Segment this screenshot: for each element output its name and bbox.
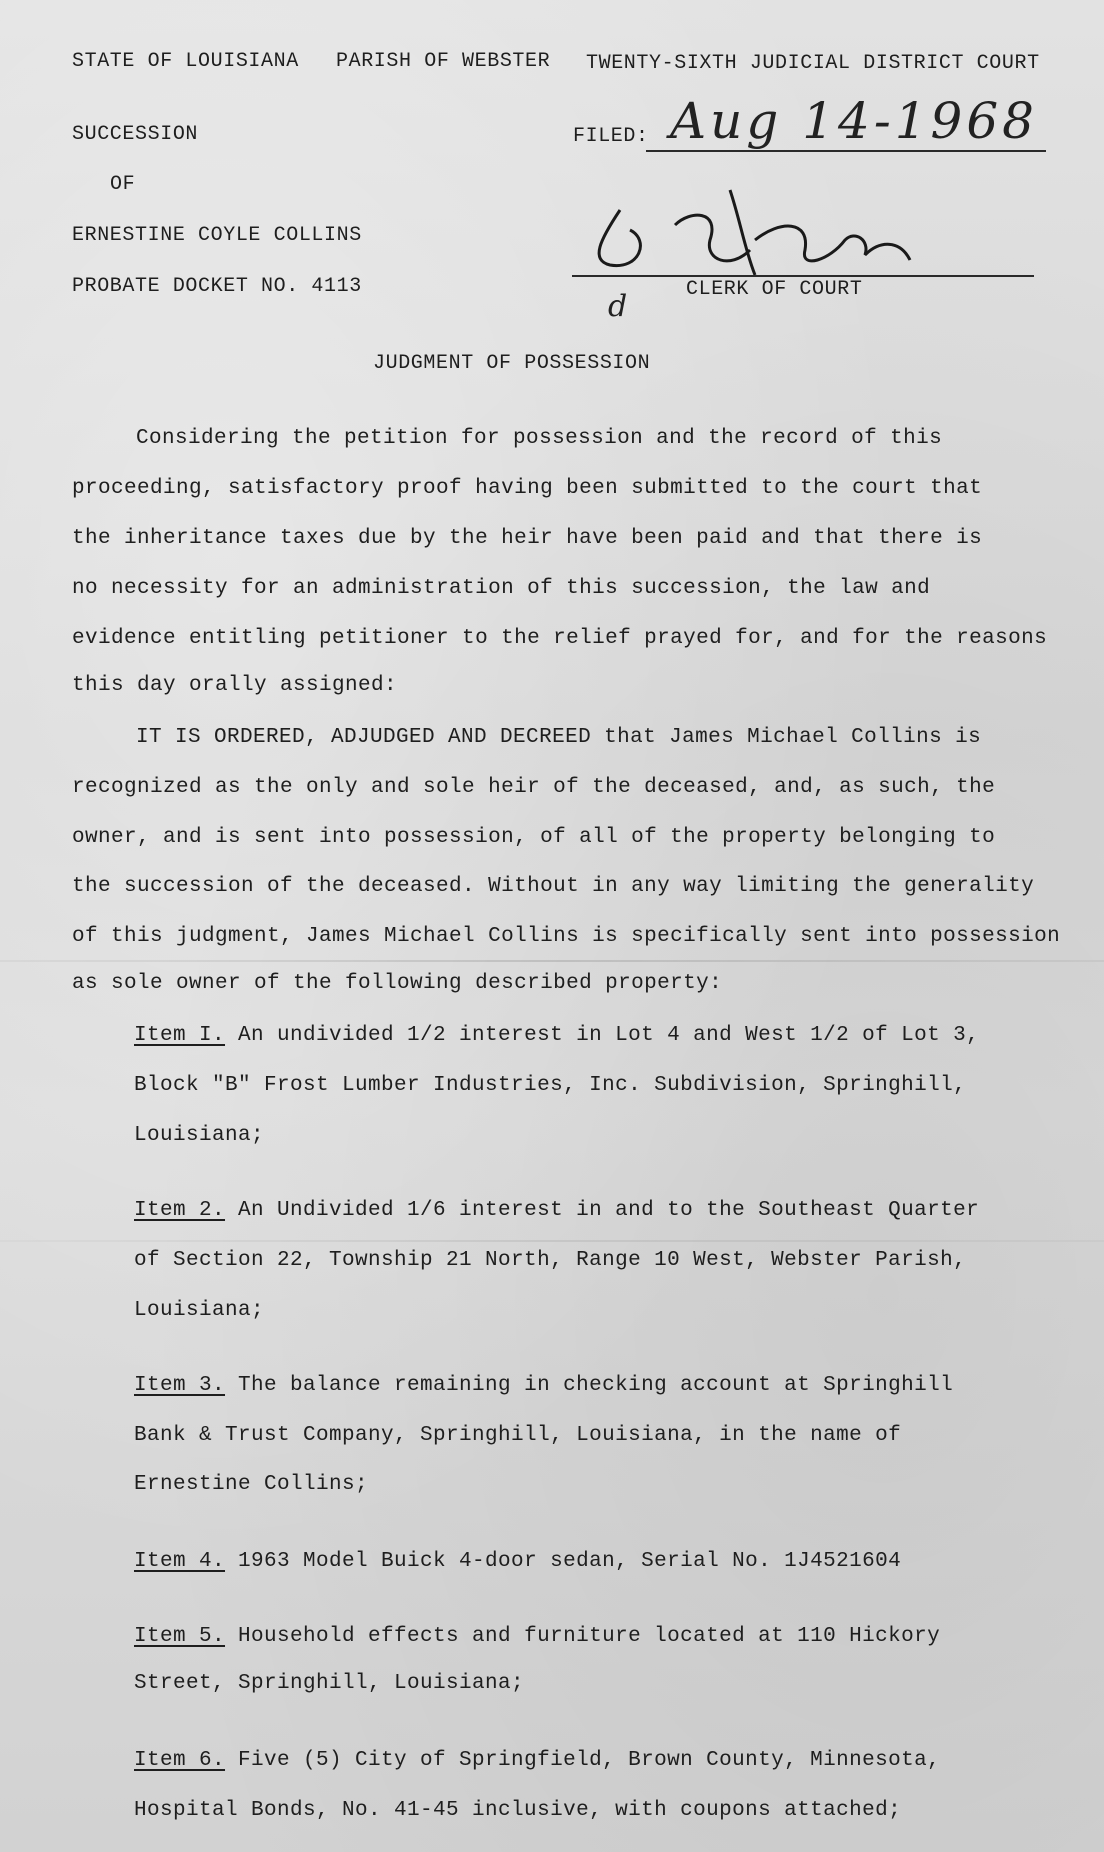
paragraph-line: proceeding, satisfactory proof having been submitted to the court that [72, 477, 983, 500]
paragraph-line: evidence entitling petitioner to the relief prayed for, and for the reasons [72, 627, 1048, 650]
header-court: TWENTY-SIXTH JUDICIAL DISTRICT COURT [586, 52, 1040, 75]
item-4-label: Item 4. [134, 1550, 226, 1573]
caption-of: OF [110, 173, 136, 196]
document-title: JUDGMENT OF POSSESSION [373, 352, 651, 375]
item-1-text: An undivided 1/2 interest in Lot 4 and West 1/2 of Lot 3, [225, 1024, 980, 1047]
item-2-line: of Section 22, Township 21 North, Range 10 West, Webster Parish, [134, 1249, 967, 1272]
item-2-line [134, 1200, 979, 1221]
item-4-text: 1963 Model Buick 4-door sedan, Serial No. 1J4521604 [225, 1550, 902, 1573]
header-state: STATE OF LOUISIANA [72, 50, 299, 73]
paragraph-line: IT IS ORDERED, ADJUDGED AND DECREED that James Michael Collins is [136, 726, 982, 749]
item-1-label: Item I. [134, 1024, 226, 1047]
paragraph-line: as sole owner of the following described property: [72, 972, 723, 995]
item-3-label: Item 3. [134, 1374, 226, 1397]
item-6-line [134, 1750, 940, 1771]
clerk-of-court-label: CLERK OF COURT [686, 278, 863, 301]
paragraph-line: Considering the petition for possession and the record of this [136, 427, 943, 450]
item-3-line: Bank & Trust Company, Springhill, Louisiana, in the name of [134, 1424, 902, 1447]
item-3-text: The balance remaining in checking account at Springhill [225, 1374, 954, 1397]
item-2-line: Louisiana; [134, 1299, 265, 1322]
item-1-line: Louisiana; [134, 1124, 265, 1147]
item-1-line: Block "B" Frost Lumber Industries, Inc. Subdivision, Springhill, [134, 1074, 967, 1097]
paragraph-line: the succession of the deceased. Without in any way limiting the generality [72, 875, 1035, 898]
filed-date-handwritten: Aug 14-1968 [670, 92, 1038, 150]
item-2-label: Item 2. [134, 1199, 226, 1222]
item-5-label: Item 5. [134, 1625, 226, 1648]
caption-docket-number: PROBATE DOCKET NO. 4113 [72, 275, 362, 298]
paragraph-line: this day orally assigned: [72, 674, 398, 697]
filed-date-line [646, 150, 1046, 152]
item-3-line: Ernestine Collins; [134, 1473, 369, 1496]
paragraph-line: of this judgment, James Michael Collins is specifically sent into possession [72, 925, 1061, 948]
paper-fold-crease [0, 1240, 1104, 1242]
item-1-line [134, 1025, 979, 1046]
item-3-line [134, 1375, 953, 1396]
paragraph-line: owner, and is sent into possession, of all of the property belonging to [72, 826, 996, 849]
signature-line [572, 275, 1034, 277]
caption-decedent-name: ERNESTINE COYLE COLLINS [72, 224, 362, 247]
filed-label: FILED: [573, 125, 649, 148]
item-5-line [134, 1626, 940, 1647]
paragraph-line: the inheritance taxes due by the heir have been paid and that there is [72, 527, 983, 550]
item-6-text: Five (5) City of Springfield, Brown County, Minnesota, [225, 1749, 941, 1772]
paragraph-line: no necessity for an administration of this succession, the law and [72, 577, 931, 600]
item-6-line: Hospital Bonds, No. 41-45 inclusive, with coupons attached; [134, 1799, 902, 1822]
handwritten-mark: d [608, 289, 628, 324]
paper-fold-crease [0, 960, 1104, 962]
item-6-label: Item 6. [134, 1749, 226, 1772]
caption-succession: SUCCESSION [72, 123, 199, 146]
item-5-line: Street, Springhill, Louisiana; [134, 1672, 525, 1695]
header-parish: PARISH OF WEBSTER [336, 50, 551, 73]
item-2-text: An Undivided 1/6 interest in and to the Southeast Quarter [225, 1199, 980, 1222]
item-4-line [134, 1551, 901, 1572]
item-5-text: Household effects and furniture located at 110 Hickory [225, 1625, 941, 1648]
paragraph-line: recognized as the only and sole heir of the deceased, and, as such, the [72, 776, 996, 799]
